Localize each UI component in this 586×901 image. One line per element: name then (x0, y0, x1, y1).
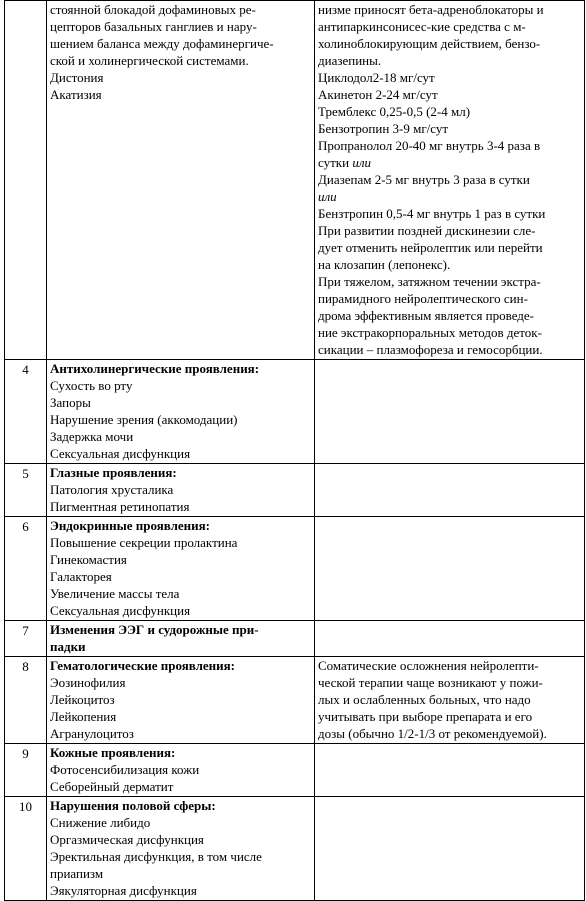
text-line: шением баланса между дофаминергиче- (50, 36, 274, 51)
row-number: 7 (5, 621, 47, 657)
dose-line: Бензтропин 0,5-4 мг внутрь 1 раз в сутки (318, 206, 546, 221)
section-heading: Антихолинергические проявления: (50, 361, 260, 376)
row-number: 8 (5, 657, 47, 744)
dose-line: Циклодол2-18 мг/сут (318, 70, 435, 85)
list-item: Лейкоцитоз (50, 692, 115, 707)
list-item: Нарушение зрения (аккомодации) (50, 412, 238, 427)
text-line: сикации – плазмофореза и гемосорбции. (318, 342, 543, 357)
list-item: Пигментная ретинопатия (50, 499, 190, 514)
row-number: 9 (5, 744, 47, 797)
table-row (5, 464, 585, 517)
text-line: дрома эффективным является проведе- (318, 308, 535, 323)
text-line: антипаркинсониcес-кие средства с м- (318, 19, 526, 34)
section-heading: Гематологические проявления: (50, 658, 236, 673)
dose-line (318, 154, 581, 171)
symptom-cell (47, 517, 315, 621)
text-line: цепторов базальных ганглиев и нару- (50, 19, 257, 34)
list-item: Увеличение массы тела (50, 586, 180, 601)
text-line: При развитии поздней дискинезии сле- (318, 223, 536, 238)
or-text: или (318, 189, 337, 204)
treatment-cell (315, 464, 585, 517)
treatment-cell (315, 744, 585, 797)
symptom-cell (47, 360, 315, 464)
text-line: ние экстракорпоральных методов деток- (318, 325, 542, 340)
row-number (5, 1, 47, 360)
or-label: или (352, 155, 371, 170)
symptom-cell (47, 621, 315, 657)
dose-line: Акинетон 2-24 мг/сут (318, 87, 438, 102)
table-row (5, 657, 585, 744)
text-line: лых и ослабленных больных, что надо (318, 692, 531, 707)
text-line: холиноблокирующим действием, бензо- (318, 36, 541, 51)
text-line: дует отменить нейролептик или перейти (318, 240, 543, 255)
symptom-cell (47, 464, 315, 517)
treatment-cell (315, 360, 585, 464)
list-item: Эозинофилия (50, 675, 126, 690)
row-number: 4 (5, 360, 47, 464)
treatment-cell (315, 657, 585, 744)
text-line: диазепины. (318, 53, 382, 68)
dose-line: Тремблекс 0,25-0,5 (2-4 мл) (318, 104, 471, 119)
or-label (318, 188, 581, 205)
dose-line: Диазепам 2-5 мг внутрь 3 раза в сутки (318, 172, 530, 187)
treatment-cell (315, 797, 585, 901)
text-line: ской и холинергической системами. (50, 53, 249, 68)
section-heading: Нарушения половой сферы: (50, 798, 216, 813)
list-item: Патология хрусталика (50, 482, 174, 497)
list-item: Агранулоцитоз (50, 726, 134, 741)
row-number: 10 (5, 797, 47, 901)
table-row (5, 1, 585, 360)
text-line: При тяжелом, затяжном течении экстра- (318, 274, 541, 289)
treatment-cell (315, 517, 585, 621)
list-item: Гинекомастия (50, 552, 127, 567)
text-line: учитывать при выборе препарата и его (318, 709, 533, 724)
text-line: на клозапин (лепонекс). (318, 257, 451, 272)
list-item: Сухость во рту (50, 378, 133, 393)
symptom-cell (47, 744, 315, 797)
table-row (5, 360, 585, 464)
dose-line: Бензотропин 3-9 мг/сут (318, 121, 449, 136)
text-line: низме приносят бета-адреноблокаторы и (318, 2, 544, 17)
treatment-cell (315, 621, 585, 657)
list-item: приапизм (50, 866, 104, 881)
text-line: ческой терапии чаще возникают у пожи- (318, 675, 543, 690)
dose-line: Пропранолол 20-40 мг внутрь 3-4 раза в (318, 138, 541, 153)
section-heading: Глазные проявления: (50, 465, 177, 480)
list-item: Задержка мочи (50, 429, 134, 444)
list-item: Себорейный дерматит (50, 779, 174, 794)
symptom-cell (47, 657, 315, 744)
list-item: Сексуальная дисфункция (50, 603, 191, 618)
list-item: Эякуляторная дисфункция (50, 883, 197, 898)
list-item: Лейкопения (50, 709, 117, 724)
table-row (5, 517, 585, 621)
symptom-cell (47, 1, 315, 360)
text-line: стоянной блокадой дофаминовых ре- (50, 2, 256, 17)
symptom-cell (47, 797, 315, 901)
list-item: Запоры (50, 395, 91, 410)
list-item: Сексуальная дисфункция (50, 446, 191, 461)
section-heading: Эндокринные проявления: (50, 518, 211, 533)
list-item: Оргазмическая дисфункция (50, 832, 204, 847)
row-number: 5 (5, 464, 47, 517)
table-row (5, 744, 585, 797)
text-fragment: сутки (318, 155, 350, 170)
list-item: Повышение секреции пролактина (50, 535, 238, 550)
section-heading: Изменения ЭЭГ и судорожные при- (50, 622, 259, 637)
table-row (5, 797, 585, 901)
text-line: Соматические осложнения нейролепти- (318, 658, 539, 673)
table-row (5, 621, 585, 657)
list-item: Дистония (50, 70, 104, 85)
list-item: Фотосенсибилизация кожи (50, 762, 200, 777)
section-heading: Кожные проявления: (50, 745, 176, 760)
list-item: Галакторея (50, 569, 112, 584)
text-line: пирамидного нейролептического син- (318, 291, 528, 306)
list-item: Снижение либидо (50, 815, 151, 830)
list-item: Эректильная дисфункция, в том числе (50, 849, 262, 864)
treatment-cell (315, 1, 585, 360)
row-number: 6 (5, 517, 47, 621)
document-table (4, 0, 585, 901)
section-heading: падки (50, 639, 86, 654)
text-line: дозы (обычно 1/2-1/3 от рекомендуемой). (318, 726, 547, 741)
list-item: Акатизия (50, 87, 102, 102)
